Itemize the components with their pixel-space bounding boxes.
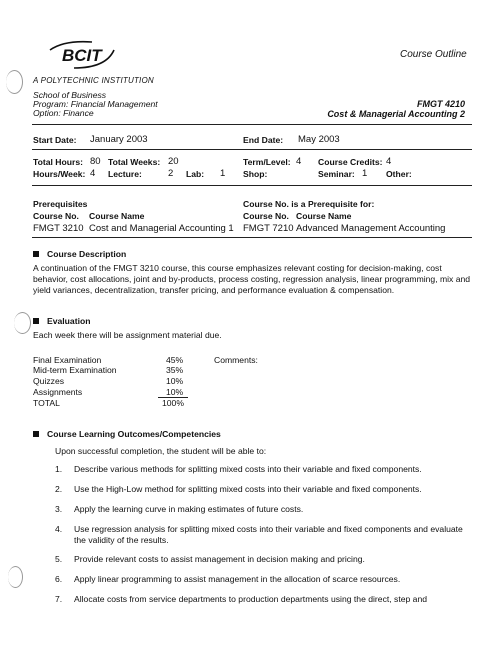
prereq-col-name: Course Name: [89, 211, 145, 221]
outcome-text: Apply linear programming to assist management in the allocation of scarce resources.: [74, 574, 401, 584]
outcome-number: 6.: [55, 574, 63, 584]
eval-midterm-value: 35%: [166, 365, 184, 375]
prereq-for-col-no: Course No.: [243, 211, 289, 221]
other-label: Other:: [386, 169, 412, 179]
shop-label: Shop:: [243, 169, 268, 179]
prereq-for-title: Course No. is a Prerequisite for:: [243, 199, 375, 209]
eval-assignments-value: 10%: [166, 387, 184, 397]
logo-text: BCIT: [62, 46, 102, 65]
outcome-number: 2.: [55, 484, 63, 494]
doc-type: Course Outline: [400, 49, 467, 60]
course-code: FMGT 4210: [416, 99, 465, 109]
end-date-label: End Date:: [243, 135, 284, 145]
divider-3: [32, 185, 472, 186]
punch-hole-top: [6, 70, 23, 94]
term-level-label: Term/Level:: [243, 157, 291, 167]
seminar-value: 1: [362, 168, 368, 179]
course-title: Cost & Managerial Accounting 2: [327, 109, 465, 119]
start-date-label: Start Date:: [33, 135, 77, 145]
outcome-number: 3.: [55, 504, 63, 514]
course-credits-value: 4: [386, 156, 392, 167]
end-date-value: May 2003: [298, 134, 340, 145]
outcomes-intro: Upon successful completion, the student will be able to:: [55, 446, 267, 456]
prereq-for-col-name: Course Name: [296, 211, 352, 221]
hours-week-label: Hours/Week:: [33, 169, 86, 179]
course-description-text: A continuation of the FMGT 3210 course, this course emphasizes relevant costing for decision-making, cost behavior, cost allocations, joint and by-products, process costing, regression analysis, linear programming, mix and yield variances, decentralization, transfer pricing, and performance evaluation & compensation.: [33, 263, 471, 295]
total-weeks-label: Total Weeks:: [108, 157, 161, 167]
eval-quizzes-label: Quizzes: [33, 376, 65, 386]
prerequisites-title: Prerequisites: [33, 199, 88, 209]
outcome-text: Use regression analysis for splitting mixed costs into their variable and fixed components and evaluate the validity of the results.: [74, 524, 463, 545]
total-hours-label: Total Hours:: [33, 157, 83, 167]
outcome-text: Allocate costs from service departments to production departments using the direct, step and: [74, 594, 428, 604]
lab-value: 1: [220, 168, 226, 179]
evaluation-note: Each week there will be assignment material due.: [33, 330, 222, 340]
total-hours-value: 80: [90, 156, 101, 167]
lab-label: Lab:: [186, 169, 205, 179]
prereq-col-no: Course No.: [33, 211, 79, 221]
prereq-course-no: FMGT 3210: [33, 223, 84, 234]
hours-week-value: 4: [90, 168, 96, 179]
school-name: School of Business: [33, 90, 107, 100]
bullet-square-icon: [33, 251, 39, 257]
course-credits-label: Course Credits:: [318, 157, 383, 167]
divider-4: [32, 237, 472, 238]
lecture-value: 2: [168, 168, 174, 179]
outcome-number: 4.: [55, 524, 63, 534]
outcomes-heading: Course Learning Outcomes/Competencies: [33, 429, 221, 439]
option-name: Option: Finance: [33, 108, 94, 118]
tagline: A POLYTECHNIC INSTITUTION: [33, 76, 154, 85]
course-description-heading: Course Description: [33, 249, 126, 259]
outcome-text: Use the High-Low method for splitting mixed costs into their variable and fixed components.: [74, 484, 422, 494]
lecture-label: Lecture:: [108, 169, 142, 179]
bullet-square-icon: [33, 318, 39, 324]
total-weeks-value: 20: [168, 156, 179, 167]
punch-hole-middle: [14, 312, 31, 334]
prereq-for-course-no: FMGT 7210: [243, 223, 294, 234]
prereq-for-course-name: Advanced Management Accounting: [296, 223, 446, 234]
outcome-text: Apply the learning curve in making estimates of future costs.: [74, 504, 304, 514]
eval-total-value: 100%: [162, 398, 184, 408]
evaluation-heading: Evaluation: [33, 316, 90, 326]
eval-final-value: 45%: [166, 355, 184, 365]
program-name: Program: Financial Management: [33, 99, 158, 109]
punch-hole-bottom: [8, 566, 23, 588]
seminar-label: Seminar:: [318, 169, 355, 179]
start-date-value: January 2003: [90, 134, 148, 145]
outcome-number: 5.: [55, 554, 63, 564]
bcit-logo: [44, 38, 124, 72]
outcome-number: 1.: [55, 464, 63, 474]
eval-total-label: TOTAL: [33, 398, 60, 408]
eval-midterm-label: Mid-term Examination: [33, 365, 117, 375]
outcome-text: Describe various methods for splitting mixed costs into their variable and fixed components.: [74, 464, 422, 474]
outcome-number: 7.: [55, 594, 63, 604]
eval-assignments-label: Assignments: [33, 387, 83, 397]
term-level-value: 4: [296, 156, 302, 167]
comments-label: Comments:: [214, 355, 258, 365]
divider-2: [32, 149, 472, 150]
divider-1: [32, 124, 472, 125]
bullet-square-icon: [33, 431, 39, 437]
outcome-text: Provide relevant costs to assist management in decision making and pricing.: [74, 554, 365, 564]
prereq-course-name: Cost and Managerial Accounting 1: [89, 223, 234, 234]
eval-final-label: Final Examination: [33, 355, 102, 365]
eval-quizzes-value: 10%: [166, 376, 184, 386]
